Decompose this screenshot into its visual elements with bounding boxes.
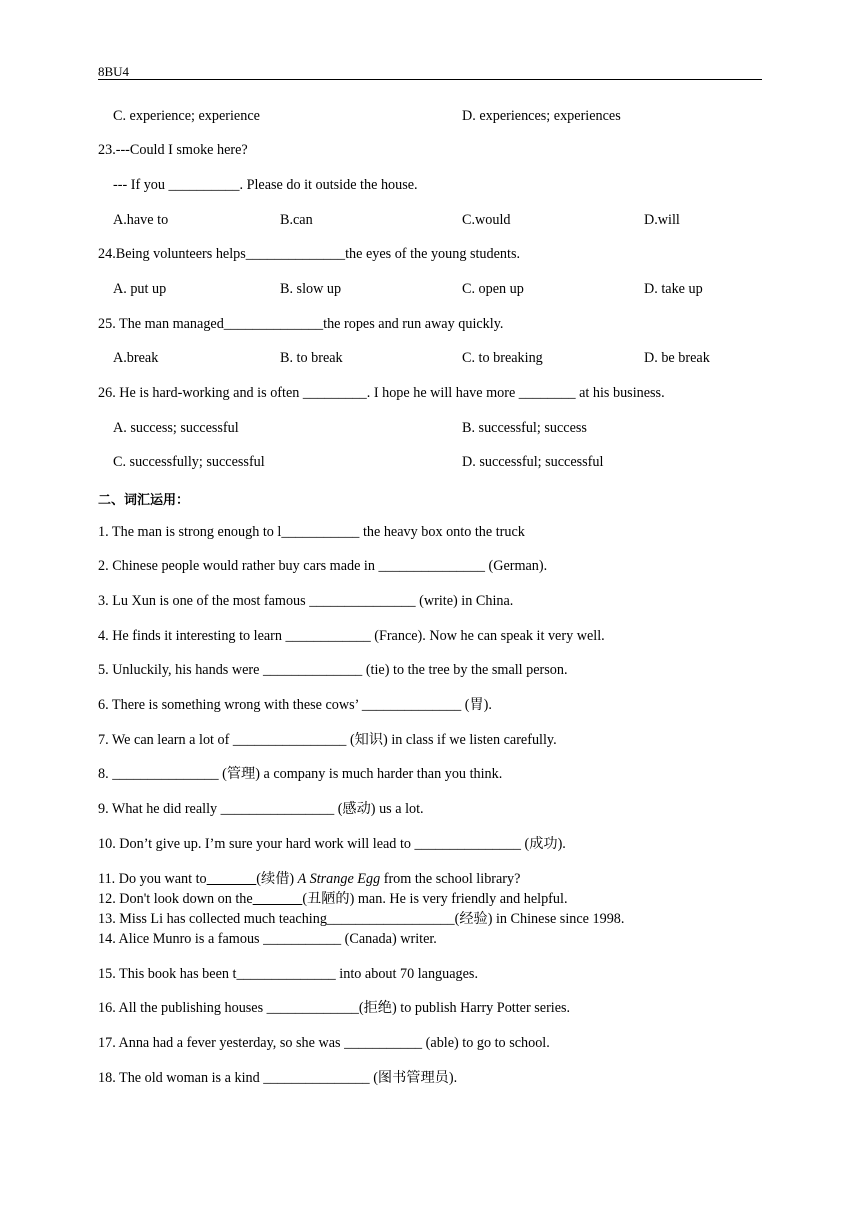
vocab-item-3: 3. Lu Xun is one of the most famous _______________ (write) in China. [98,593,514,609]
vocab-item-11-blank [207,871,257,887]
vocab-item-11-prefix: 11. Do you want to [98,871,207,887]
vocab-item-8: 8. _______________ (管理) a company is much harder than you think. [98,766,503,782]
q24-option-b: B. slow up [280,281,342,297]
q23-option-c: C.would [462,212,511,228]
vocab-item-9: 9. What he did really ________________ (感动) us a lot. [98,801,424,817]
q23-option-a: A.have to [113,212,169,228]
vocab-item-12-suffix: (丑陋的) man. He is very friendly and helpful. [302,891,568,907]
q23-stem: 23.---Could I smoke here? [98,142,248,158]
vocab-item-15: 15. This book has been t______________ into about 70 languages. [98,966,479,982]
vocab-item-10: 10. Don’t give up. I’m sure your hard work will lead to _______________ (成功). [98,836,566,852]
vocab-item-18: 18. The old woman is a kind _______________ (图书管理员). [98,1070,458,1086]
q23-option-d: D.will [644,212,680,228]
q25-option-b: B. to break [280,350,343,366]
q26-stem: 26. He is hard-working and is often _________. I hope he will have more ________ at his business. [98,385,665,401]
q23-reply: --- If you __________. Please do it outside the house. [113,177,418,193]
vocab-item-13: 13. Miss Li has collected much teaching__________________(经验) in Chinese since 1998. [98,911,625,927]
vocab-item-14: 14. Alice Munro is a famous ___________ (Canada) writer. [98,931,437,947]
q22-option-d: D. experiences; experiences [462,108,621,124]
vocab-item-12 [98,892,568,906]
q23-option-b: B.can [280,212,313,228]
vocab-item-4: 4. He finds it interesting to learn ____________ (France). Now he can speak it very well. [98,628,605,644]
q26-option-d: D. successful; successful [462,454,604,470]
vocab-item-11 [98,872,520,886]
q24-stem: 24.Being volunteers helps______________the eyes of the young students. [98,246,521,262]
header-code: 8BU4 [98,64,130,79]
q24-option-a: A. put up [113,281,167,297]
q22-option-c: C. experience; experience [113,108,260,124]
q25-stem: 25. The man managed______________the ropes and run away quickly. [98,316,504,332]
vocab-item-5: 5. Unluckily, his hands were ______________ (tie) to the tree by the small person. [98,662,568,678]
q25-option-a: A.break [113,350,159,366]
vocab-item-1: 1. The man is strong enough to l___________ the heavy box onto the truck [98,524,525,540]
q25-option-d: D. be break [644,350,710,366]
vocab-item-12-blank [253,891,303,907]
vocab-item-11-book-title: A Strange Egg [297,871,381,887]
vocab-item-12-prefix: 12. Don't look down on the [98,891,253,907]
vocab-item-11-suffix: from the school library? [380,871,521,887]
q26-option-c: C. successfully; successful [113,454,265,470]
q24-option-c: C. open up [462,281,524,297]
q26-option-b: B. successful; success [462,420,587,436]
vocab-item-11-hint: (续借) [256,871,298,887]
q25-option-c: C. to breaking [462,350,543,366]
q24-option-d: D. take up [644,281,703,297]
vocab-item-7: 7. We can learn a lot of ________________ (知识) in class if we listen carefully. [98,732,557,748]
q26-option-a: A. success; successful [113,420,239,436]
header-rule [98,79,762,80]
section-title-vocabulary: 二、词汇运用： [98,493,190,508]
vocab-item-2: 2. Chinese people would rather buy cars made in _______________ (German). [98,558,548,574]
vocab-item-16: 16. All the publishing houses _____________(拒绝) to publish Harry Potter series. [98,1000,571,1016]
vocab-item-6: 6. There is something wrong with these cows’ ______________ (胃). [98,697,492,713]
vocab-item-17: 17. Anna had a fever yesterday, so she was ___________ (able) to go to school. [98,1035,550,1051]
